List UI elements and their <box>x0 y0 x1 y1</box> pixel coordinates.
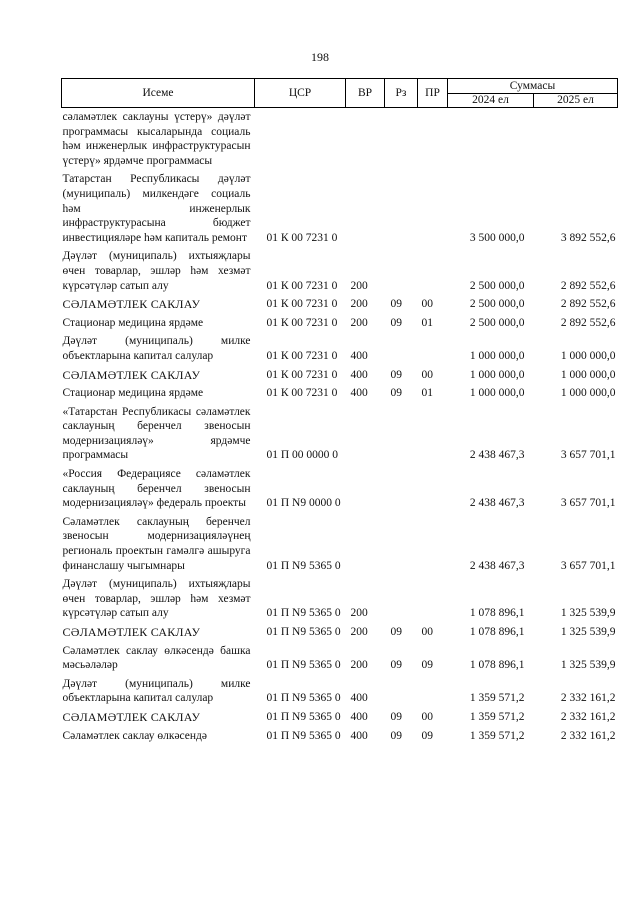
row-amount-2025: 2 892 552,6 <box>560 279 616 292</box>
header-pr: ПР <box>418 79 448 108</box>
table-row <box>62 108 618 171</box>
table-row <box>62 295 618 314</box>
row-vr <box>346 403 385 465</box>
row-name: Дәүләт (муниципаль) милке объектларына капитал салулар <box>62 335 251 362</box>
row-amount-2024: 1 000 000,0 <box>469 349 525 362</box>
row-amount-2025 <box>534 108 618 171</box>
row-csr: 01 К 00 7231 0 <box>266 316 338 329</box>
row-name: «Татарстан Республикасы сәламәтлек саклауның беренчел звеносын модернизацияләү» ярдәмче программасы <box>62 405 251 462</box>
row-amount-2025: 3 657 701,1 <box>560 497 616 510</box>
row-csr: 01 К 00 7231 0 <box>266 279 338 292</box>
header-year-2025: 2025 ел <box>534 94 618 108</box>
header-vr: ВР <box>346 79 385 108</box>
row-vr: 200 <box>350 316 368 329</box>
row-pr: 00 <box>421 298 433 311</box>
row-amount-2024: 1 359 571,2 <box>469 692 525 705</box>
row-name: сәламәтлек саклауны үстерү» дәүләт программасы кысаларында социаль һәм инженерлык инфраструктурасын үстерү» ярдәмче программасы <box>62 111 251 167</box>
table-row <box>62 675 618 708</box>
row-rz: 09 <box>390 729 402 742</box>
row-csr: 01 П N9 5365 0 <box>266 607 341 620</box>
table-row <box>62 314 618 333</box>
row-amount-2024: 2 500 000,0 <box>469 279 525 292</box>
row-rz <box>385 332 418 365</box>
row-csr: 01 П N9 5365 0 <box>266 710 341 723</box>
row-amount-2025: 1 000 000,0 <box>560 349 616 362</box>
table-row <box>62 727 618 746</box>
row-csr: 01 П N9 0000 0 <box>266 497 341 510</box>
row-vr: 400 <box>350 729 368 742</box>
row-pr: 09 <box>421 659 433 672</box>
row-vr <box>346 465 385 513</box>
row-csr: 01 К 00 7231 0 <box>266 298 338 311</box>
row-csr: 01 П N9 5365 0 <box>266 659 341 672</box>
row-pr <box>418 403 448 465</box>
row-csr: 01 П N9 5365 0 <box>266 692 341 705</box>
table-row <box>62 623 618 642</box>
row-rz <box>385 108 418 171</box>
page-number: 198 <box>311 50 329 64</box>
row-vr: 200 <box>350 298 368 311</box>
table-row <box>62 465 618 513</box>
row-vr: 400 <box>350 349 368 362</box>
row-amount-2025: 2 892 552,6 <box>560 298 616 311</box>
row-rz <box>385 575 418 623</box>
table-row <box>62 170 618 247</box>
row-rz <box>385 247 418 295</box>
row-name: «Россия Федерациясе сәламәтлек саклауның беренчел звеносын модернизацияләү» федераль проекты <box>62 468 251 510</box>
budget-table <box>61 78 618 745</box>
row-pr <box>418 575 448 623</box>
header-sums: Суммасы <box>448 79 618 94</box>
row-name: Дәүләт (муниципаль) милке объектларына капитал салулар <box>62 677 251 705</box>
table-row <box>62 403 618 465</box>
table-header <box>62 79 618 108</box>
header-csr: ЦСР <box>255 79 346 108</box>
row-amount-2024: 1 359 571,2 <box>469 710 525 723</box>
row-amount-2024: 1 000 000,0 <box>469 368 525 381</box>
table-row <box>62 366 618 385</box>
row-rz: 09 <box>390 626 402 638</box>
row-pr <box>418 465 448 513</box>
row-amount-2025: 3 657 701,1 <box>560 559 616 572</box>
row-rz <box>385 513 418 575</box>
row-amount-2025: 2 332 161,2 <box>560 692 616 705</box>
row-rz: 09 <box>390 387 402 400</box>
row-vr: 200 <box>350 659 368 672</box>
row-name: Татарстан Республикасы дәүләт (муниципаль) милкендәге социаль һәм инженерлык инфраструктурасына бюджет инвестицияләре һәм капиталь ремонт <box>62 173 251 244</box>
row-csr <box>255 108 346 171</box>
row-vr <box>346 108 385 171</box>
table-row <box>62 513 618 575</box>
row-name: СӘЛАМӘТЛЕК САКЛАУ <box>62 709 201 724</box>
row-rz <box>385 465 418 513</box>
row-name: Дәүләт (муниципаль) ихтыяҗлары өчен товарлар, эшләр һәм хезмәт күрсәтүләр сатып алу <box>62 250 251 292</box>
row-pr: 00 <box>421 710 433 723</box>
row-vr <box>346 170 385 247</box>
row-amount-2025: 3 657 701,1 <box>560 449 616 462</box>
row-amount-2025: 2 892 552,6 <box>560 316 616 329</box>
row-name: СӘЛАМӘТЛЕК САКЛАУ <box>62 367 201 382</box>
row-pr <box>418 332 448 365</box>
row-vr: 200 <box>350 279 368 292</box>
row-rz <box>385 170 418 247</box>
row-pr <box>418 108 448 171</box>
row-pr: 09 <box>421 729 433 742</box>
row-amount-2024: 2 438 467,3 <box>469 559 525 572</box>
row-csr: 01 П 00 0000 0 <box>266 449 339 462</box>
row-csr: 01 К 00 7231 0 <box>266 231 338 244</box>
row-rz <box>385 675 418 708</box>
row-pr: 00 <box>421 626 433 638</box>
header-rz: Рз <box>385 79 418 108</box>
row-amount-2025: 3 892 552,6 <box>560 231 616 244</box>
row-vr: 200 <box>350 626 368 638</box>
row-pr: 00 <box>421 368 433 381</box>
row-vr: 200 <box>350 607 368 620</box>
row-name: Стационар медицина ярдәме <box>62 387 204 400</box>
row-rz <box>385 403 418 465</box>
row-amount-2024: 1 078 896,1 <box>469 626 525 638</box>
row-pr <box>418 247 448 295</box>
row-amount-2025: 1 325 539,9 <box>560 607 616 620</box>
row-vr <box>346 513 385 575</box>
header-name: Исеме <box>62 79 255 108</box>
row-csr: 01 К 00 7231 0 <box>266 349 338 362</box>
row-csr: 01 П N9 5365 0 <box>266 729 341 742</box>
row-vr: 400 <box>350 692 368 705</box>
row-name: Стационар медицина ярдәме <box>62 316 204 329</box>
row-amount-2024: 1 078 896,1 <box>469 607 525 620</box>
row-amount-2024: 2 438 467,3 <box>469 449 525 462</box>
row-amount-2025: 1 325 539,9 <box>560 626 616 638</box>
row-name: СӘЛАМӘТЛЕК САКЛАУ <box>62 625 201 639</box>
row-pr: 01 <box>421 387 433 400</box>
row-amount-2024: 2 500 000,0 <box>469 298 525 311</box>
row-name: Сәламәтлек саклауның беренчел звеносын модернизацияләүнең региональ проектын гамәлгә ашыруга финанслашу чыгымнары <box>62 515 251 572</box>
row-amount-2024: 2 438 467,3 <box>469 497 525 510</box>
row-name: СӘЛАМӘТЛЕК САКЛАУ <box>62 297 201 312</box>
row-amount-2024: 1 000 000,0 <box>469 387 525 400</box>
row-csr: 01 П N9 5365 0 <box>266 626 341 638</box>
row-amount-2025: 1 325 539,9 <box>560 659 616 672</box>
row-vr: 400 <box>350 710 368 723</box>
header-year-2024: 2024 ел <box>448 94 534 108</box>
row-amount-2024: 1 078 896,1 <box>469 659 525 672</box>
row-name: Сәламәтлек саклау өлкәсендә башка мәсьәләләр <box>62 644 251 672</box>
table-row <box>62 708 618 727</box>
row-vr: 400 <box>350 368 368 381</box>
row-amount-2025: 2 332 161,2 <box>560 729 616 742</box>
row-vr: 400 <box>350 387 368 400</box>
table-body <box>62 108 618 746</box>
table-row <box>62 575 618 623</box>
row-amount-2024 <box>448 108 534 171</box>
row-name: Дәүләт (муниципаль) ихтыяҗлары өчен товарлар, эшләр һәм хезмәт күрсәтүләр сатып алу <box>62 578 251 620</box>
table-row <box>62 384 618 403</box>
row-amount-2025: 2 332 161,2 <box>560 710 616 723</box>
row-pr <box>418 513 448 575</box>
row-amount-2025: 1 000 000,0 <box>560 368 616 381</box>
row-rz: 09 <box>390 298 402 311</box>
row-pr: 01 <box>421 316 433 329</box>
row-pr <box>418 170 448 247</box>
row-pr <box>418 675 448 708</box>
row-name: Сәламәтлек саклау өлкәсендә <box>62 729 208 742</box>
row-amount-2024: 1 359 571,2 <box>469 729 525 742</box>
row-amount-2025: 1 000 000,0 <box>560 387 616 400</box>
table-row <box>62 247 618 295</box>
row-rz: 09 <box>390 316 402 329</box>
row-amount-2024: 2 500 000,0 <box>469 316 525 329</box>
row-csr: 01 К 00 7231 0 <box>266 368 338 381</box>
row-rz: 09 <box>390 659 402 672</box>
row-amount-2024: 3 500 000,0 <box>469 231 525 244</box>
row-csr: 01 К 00 7231 0 <box>266 387 338 400</box>
table-row <box>62 332 618 365</box>
row-csr: 01 П N9 5365 0 <box>266 559 341 572</box>
row-rz: 09 <box>390 368 402 381</box>
row-rz: 09 <box>390 710 402 723</box>
table-row <box>62 642 618 675</box>
